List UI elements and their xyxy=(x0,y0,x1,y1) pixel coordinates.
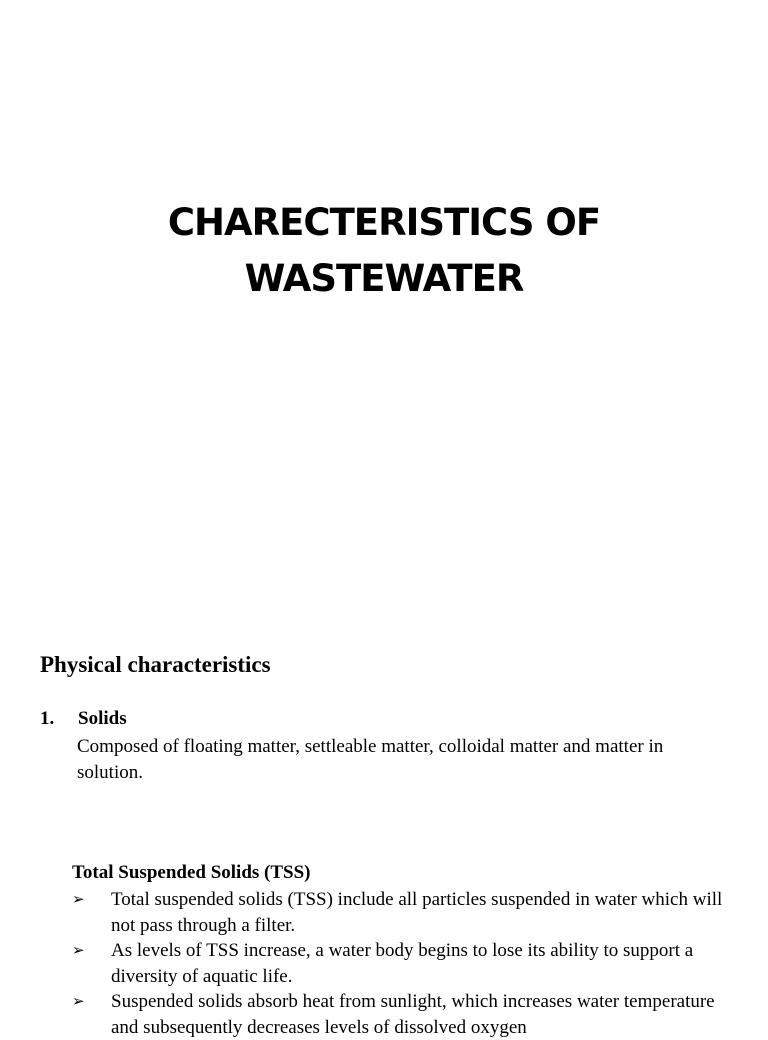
slide-title xyxy=(0,195,768,307)
arrow-bullet-icon: ➢ xyxy=(72,941,85,959)
tss-heading: Total Suspended Solids (TSS) xyxy=(72,862,311,883)
bullet-text: Suspended solids absorb heat from sunlight, which increases water temperature and subsequently decreases levels of dissolved oxygen xyxy=(111,991,715,1038)
list-item-title: Solids xyxy=(78,708,127,729)
bullet-text: As levels of TSS increase, a water body begins to lose its ability to support a diversity of aquatic life. xyxy=(111,940,694,987)
slide-title-line-1: CHARECTERISTICS OF xyxy=(167,201,601,244)
list-item xyxy=(72,938,732,989)
tss-bullet-list xyxy=(72,887,732,1040)
bullet-text: Total suspended solids (TSS) include all particles suspended in water which will not pass through a filter. xyxy=(111,889,723,936)
arrow-bullet-icon: ➢ xyxy=(72,992,85,1010)
slide-title-line-2: WASTEWATER xyxy=(244,257,524,300)
list-item xyxy=(72,887,732,938)
list-item-body: Composed of floating matter, settleable matter, colloidal matter and matter in solution. xyxy=(77,736,664,783)
list-item-number: 1. xyxy=(40,708,55,729)
list-item xyxy=(72,989,732,1040)
arrow-bullet-icon: ➢ xyxy=(72,890,85,908)
section-heading: Physical characteristics xyxy=(40,652,271,677)
